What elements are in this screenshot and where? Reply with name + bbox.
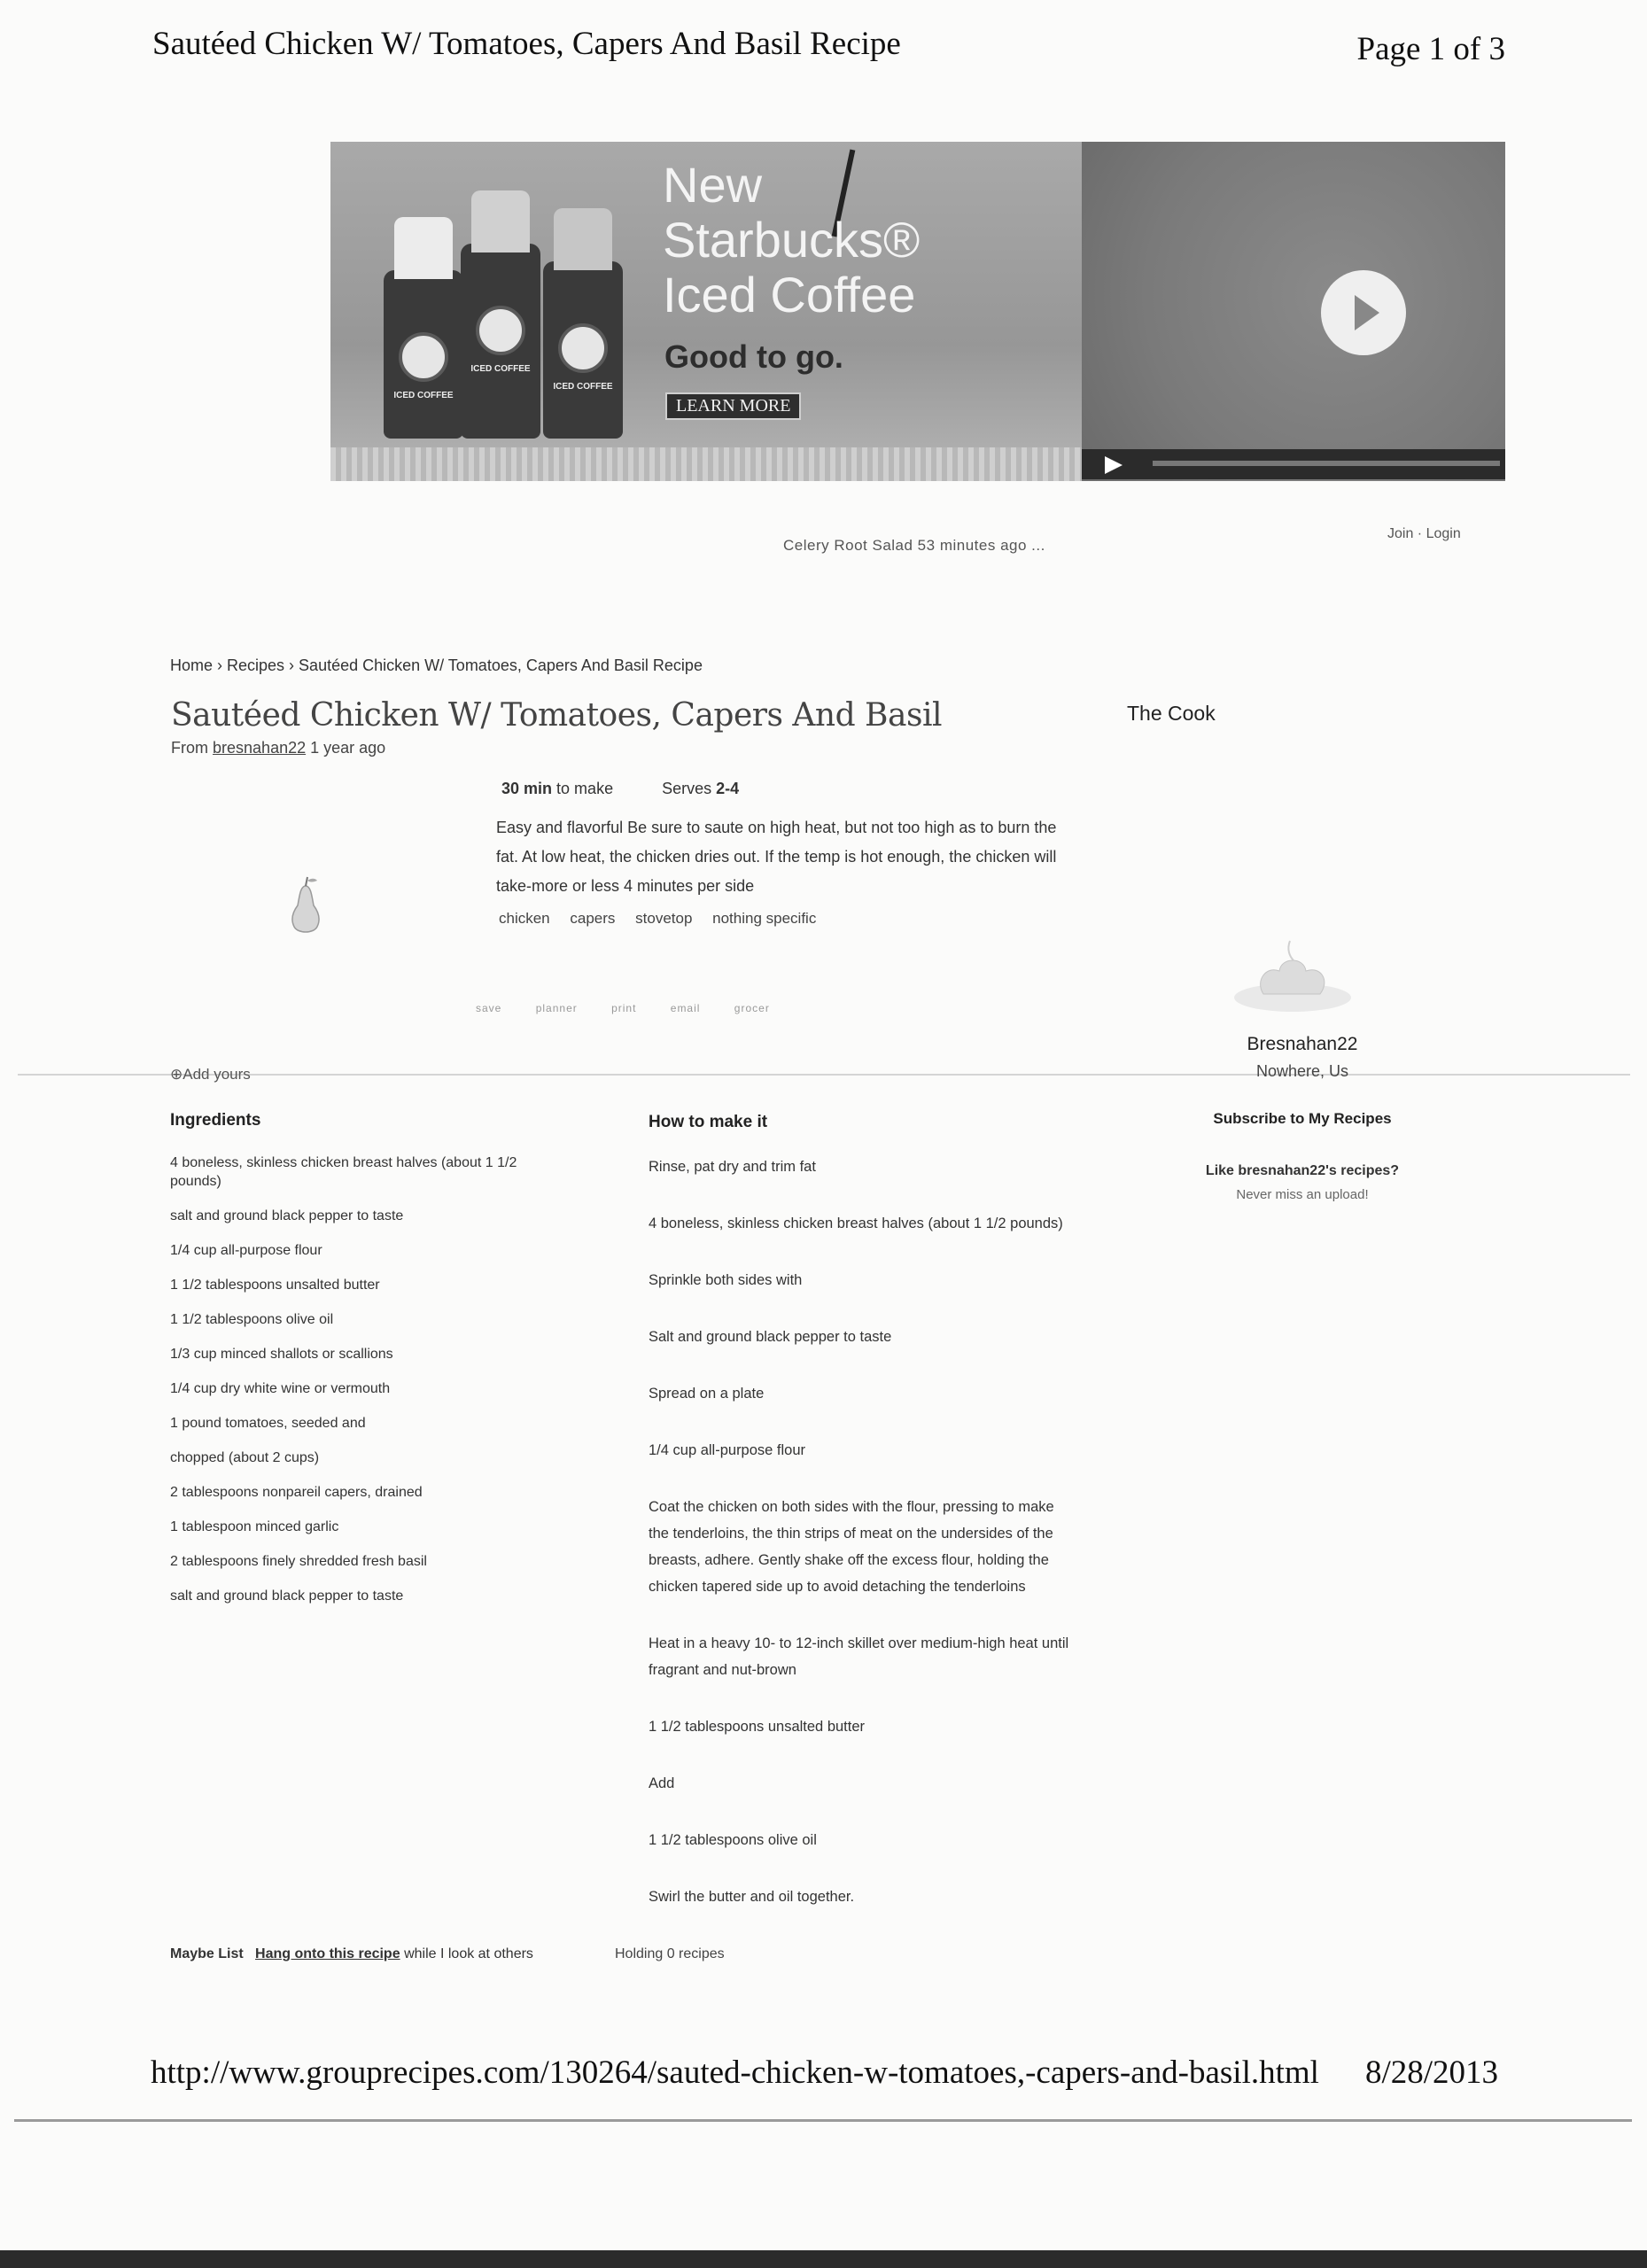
ingredient-item: 1 1/2 tablespoons olive oil <box>170 1312 334 1327</box>
direction-step: Add <box>649 1775 675 1791</box>
chef-hat-avatar-icon <box>1228 936 1357 1017</box>
recipe-meta <box>501 780 739 798</box>
add-yours-link[interactable] <box>170 1066 251 1084</box>
tag-link[interactable]: capers <box>570 910 616 927</box>
bottle-label: ICED COFFEE <box>393 391 454 400</box>
grocer-button[interactable]: grocer <box>734 1002 770 1014</box>
bottle-cap <box>554 208 612 270</box>
recipe-actions <box>476 1002 800 1014</box>
cook-location: Nowhere, Us <box>1255 1062 1349 1080</box>
print-button[interactable]: print <box>611 1002 637 1014</box>
planner-button[interactable]: planner <box>535 1002 578 1014</box>
ingredient-item: salt and ground black pepper to taste <box>170 1588 404 1604</box>
print-header-title: Sautéed Chicken W/ Tomatoes, Capers And Basil Recipe <box>152 26 901 62</box>
breadcrumb-separator-icon: › <box>284 656 299 674</box>
maybe-list-note: while I look at others <box>404 1946 533 1961</box>
bottle-icon <box>384 270 463 439</box>
save-button[interactable]: save <box>476 1002 502 1014</box>
maybe-list-label: Maybe List <box>170 1946 244 1961</box>
ingredient-item: 1/3 cup minced shallots or scallions <box>170 1347 393 1362</box>
holding-count: Holding 0 recipes <box>615 1946 725 1961</box>
tag-link[interactable]: nothing specific <box>712 910 817 927</box>
bottle-cap <box>471 190 530 252</box>
tag-link[interactable]: chicken <box>499 910 550 927</box>
ad-headline-line: New <box>663 157 763 213</box>
join-login-link[interactable]: Join · Login <box>1387 526 1461 541</box>
recipe-tags <box>499 910 832 928</box>
scan-bottom-edge <box>0 2250 1647 2268</box>
pear-icon <box>289 874 322 936</box>
starbucks-logo-icon <box>476 306 525 355</box>
email-button[interactable]: email <box>670 1002 701 1014</box>
bottle-label: ICED COFFEE <box>470 364 531 374</box>
direction-step: 1/4 cup all-purpose flour <box>649 1442 806 1458</box>
ad-headline-line: Starbucks® <box>663 212 921 268</box>
starbucks-logo-icon <box>558 323 608 373</box>
play-icon[interactable] <box>1321 270 1406 355</box>
add-yours-label: Add yours <box>183 1066 251 1083</box>
video-progress-track[interactable] <box>1153 461 1500 466</box>
ad-tagline: Good to go. <box>664 338 843 375</box>
direction-step: Coat the chicken on both sides with the flour, pressing to make the tenderloins, the thin strips of meat on the undersides of the breasts, adhere. Gently shake off the excess flour, holding the chicken tapered side up to avoid detaching the tenderloins <box>649 1499 1054 1595</box>
ingredients-heading: Ingredients <box>170 1111 261 1130</box>
prep-time-suffix: to make <box>556 780 614 797</box>
starbucks-logo-icon <box>399 332 448 382</box>
breadcrumb-separator-icon: › <box>213 656 228 674</box>
directions-heading: How to make it <box>649 1113 768 1131</box>
direction-step: Swirl the butter and oil together. <box>649 1889 855 1905</box>
direction-step: 1 1/2 tablespoons unsalted butter <box>649 1719 866 1735</box>
print-footer-date: 8/28/2013 <box>1364 2054 1498 2091</box>
author-link[interactable]: bresnahan22 <box>213 739 307 757</box>
ad-video-player[interactable] <box>1082 142 1505 481</box>
subscribe-heading: Subscribe to My Recipes <box>1213 1110 1392 1127</box>
ingredient-item: 1/4 cup all-purpose flour <box>170 1243 322 1258</box>
video-controls <box>1082 449 1505 479</box>
breadcrumb-recipes[interactable]: Recipes <box>227 656 285 674</box>
tag-link[interactable]: stovetop <box>635 910 693 927</box>
ad-image-area <box>330 142 1082 481</box>
directions-list <box>649 1153 1076 1940</box>
ad-learn-more-button[interactable]: LEARN MORE <box>665 392 801 420</box>
print-footer-url: http://www.grouprecipes.com/130264/sauted-chicken-w-tomatoes,-capers-and-basil.html <box>151 2054 1319 2091</box>
recent-activity-ticker[interactable]: Celery Root Salad 53 minutes ago ... <box>783 537 1045 554</box>
byline-prefix: From <box>171 739 208 757</box>
hang-onto-recipe-link[interactable]: Hang onto this recipe <box>255 1946 400 1961</box>
direction-step: Salt and ground black pepper to taste <box>649 1329 892 1345</box>
direction-step: Heat in a heavy 10- to 12-inch skillet over medium-high heat until fragrant and nut-brown <box>649 1635 1069 1678</box>
ingredient-item: 2 tablespoons finely shredded fresh basil <box>170 1554 427 1569</box>
breadcrumb <box>170 656 703 675</box>
direction-step: 4 boneless, skinless chicken breast halves (about 1 1/2 pounds) <box>649 1216 1063 1231</box>
scan-edge-line <box>14 2119 1632 2122</box>
like-recipes-text: Like bresnahan22's recipes? <box>1205 1163 1400 1178</box>
print-page-number: Page 1 of 3 <box>1356 31 1505 67</box>
bottle-icon <box>543 261 623 439</box>
recipe-age: 1 year ago <box>310 739 386 757</box>
ingredient-item: 4 boneless, skinless chicken breast halves (about 1 1/2 pounds) <box>170 1155 517 1189</box>
ingredient-item: chopped (about 2 cups) <box>170 1450 320 1465</box>
prep-time-value: 30 min <box>501 780 553 797</box>
maybe-list <box>170 1946 533 1962</box>
ad-banner[interactable] <box>330 142 1505 481</box>
recipe-description: Easy and flavorful Be sure to saute on high heat, but not too high as to burn the fat. At low heat, the chicken dries out. If the temp is hot enough, the chicken will take-more or less 4 minutes per side <box>496 819 1057 895</box>
bottle-icon <box>461 244 540 439</box>
page-title: Sautéed Chicken W/ Tomatoes, Capers And Basil <box>171 697 942 734</box>
play-button-icon[interactable] <box>1105 456 1123 474</box>
serves-label: Serves <box>662 780 712 797</box>
ingredient-item: 1 pound tomatoes, seeded and <box>170 1416 366 1431</box>
ad-headline <box>663 158 920 322</box>
breadcrumb-home[interactable]: Home <box>170 656 214 674</box>
recipe-byline <box>171 739 385 757</box>
ingredient-item: 1/4 cup dry white wine or vermouth <box>170 1381 391 1396</box>
ingredient-item: salt and ground black pepper to taste <box>170 1208 404 1223</box>
ingredient-item: 1 tablespoon minced garlic <box>170 1519 339 1534</box>
ad-shelf <box>330 447 1082 481</box>
direction-step: Spread on a plate <box>649 1386 765 1402</box>
ingredient-item: 1 1/2 tablespoons unsalted butter <box>170 1278 380 1293</box>
bottle-label: ICED COFFEE <box>553 382 613 392</box>
direction-step: Rinse, pat dry and trim fat <box>649 1159 816 1175</box>
never-miss-text: Never miss an upload! <box>1236 1187 1369 1202</box>
ad-headline-line: Iced Coffee <box>663 267 916 322</box>
direction-step: 1 1/2 tablespoons olive oil <box>649 1832 817 1848</box>
serves-value: 2-4 <box>716 780 740 797</box>
cook-name[interactable]: Bresnahan22 <box>1247 1034 1358 1054</box>
add-icon: ⊕ <box>170 1066 183 1083</box>
cook-heading: The Cook <box>1127 702 1216 725</box>
ingredient-item: 2 tablespoons nonpareil capers, drained <box>170 1485 423 1500</box>
bottle-cap <box>394 217 453 279</box>
breadcrumb-current: Sautéed Chicken W/ Tomatoes, Capers And Basil Recipe <box>299 656 703 674</box>
direction-step: Sprinkle both sides with <box>649 1272 803 1288</box>
ingredients-list <box>170 1153 560 1621</box>
